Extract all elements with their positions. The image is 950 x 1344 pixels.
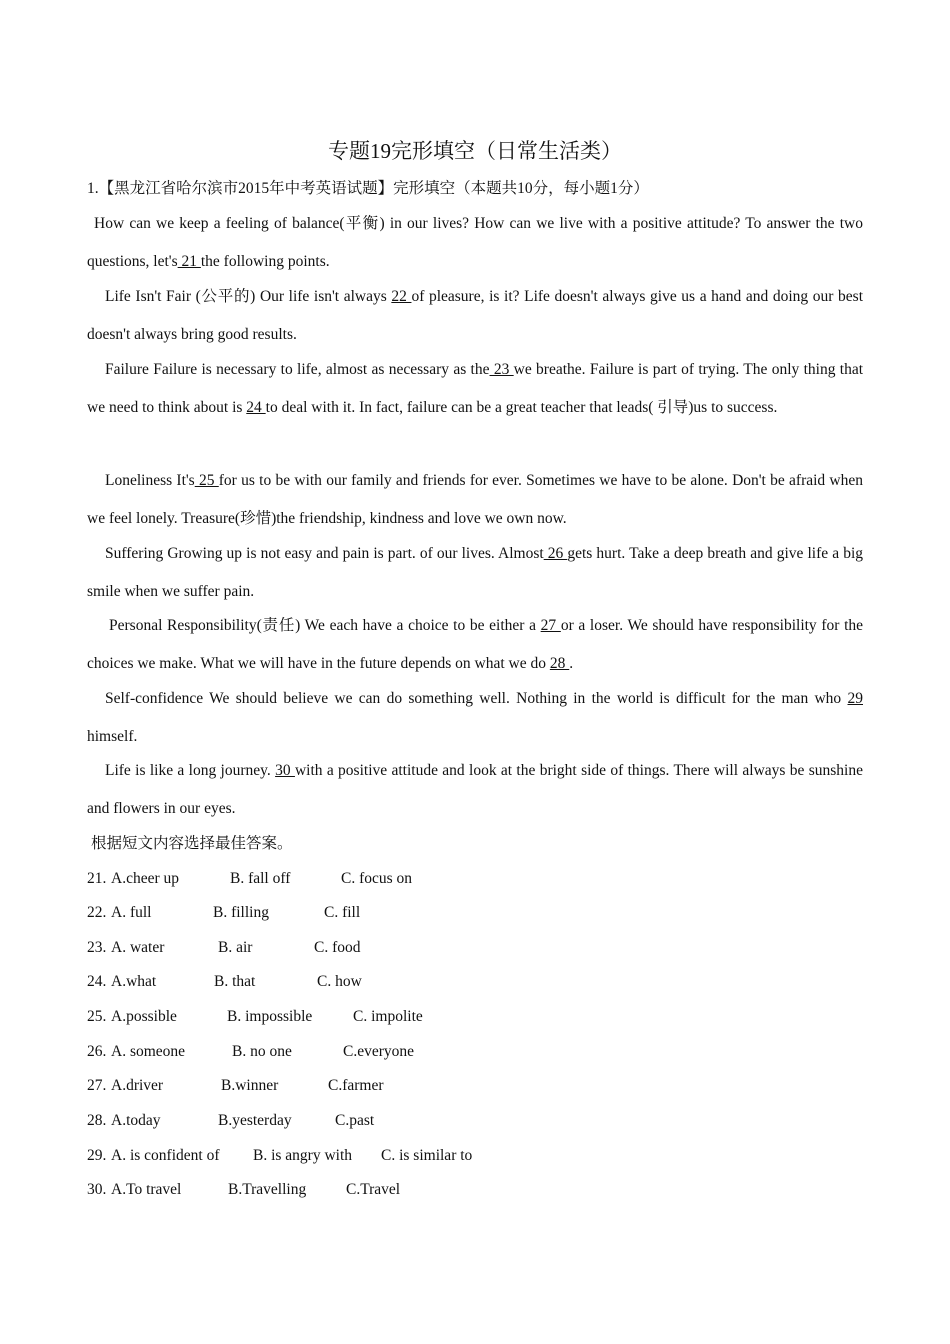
option-b: B. no one bbox=[232, 1043, 292, 1060]
question-22: 22. A. full B. filling C. fill bbox=[87, 902, 687, 924]
option-a: A.today bbox=[111, 1112, 161, 1129]
blank-22: 22 bbox=[391, 288, 412, 305]
question-27: 27. A.driver B.winner C.farmer bbox=[87, 1075, 687, 1097]
option-c: C. is similar to bbox=[381, 1147, 473, 1164]
option-a: A. someone bbox=[111, 1043, 186, 1060]
blank-24: 24 bbox=[246, 399, 266, 416]
option-c: C. focus on bbox=[341, 870, 413, 887]
paragraph-intro: How can we keep a feeling of balance(平衡) in our lives? How can we live with a positive attitude? To answer the two questions, let's 21 the following points. bbox=[87, 215, 863, 270]
question-26: 26. A. someone B. no one C.everyone bbox=[87, 1041, 687, 1063]
question-24: 24. A.what B. that C. how bbox=[87, 971, 687, 993]
option-b: B. fall off bbox=[230, 870, 291, 887]
question-25: 25. A.possible B. impossible C. impolite bbox=[87, 1006, 687, 1028]
instruction-text: 根据短文内容选择最佳答案。 bbox=[91, 835, 293, 852]
option-c: C.farmer bbox=[328, 1077, 384, 1094]
option-a: A. is confident of bbox=[111, 1147, 220, 1164]
option-a: A.cheer up bbox=[111, 870, 179, 887]
blank-29: 29 bbox=[847, 690, 863, 707]
paragraph-loneliness: Loneliness It's 25 for us to be with our family and friends for ever. Sometimes we have to be alone. Don't be afraid when we feel lonely. Treasure(珍惜)the friendship, kindness and love we own now. bbox=[87, 472, 864, 527]
blank-27: 27 bbox=[540, 617, 561, 634]
option-b: B. filling bbox=[213, 904, 269, 921]
option-c: C.everyone bbox=[343, 1043, 415, 1060]
option-a: A.To travel bbox=[111, 1181, 182, 1198]
blank-26: 26 bbox=[543, 545, 568, 562]
option-a: A. water bbox=[111, 939, 165, 956]
option-c: C. fill bbox=[324, 904, 361, 921]
option-a: A. full bbox=[111, 904, 152, 921]
paragraph-failure: Failure Failure is necessary to life, almost as necessary as the 23 we breathe. Failure is part of trying. The only thing that we need to think about is 24 to deal with it. In fact, failure can be a great teacher that leads( 引导)us to success. bbox=[87, 361, 864, 416]
question-29: 29. A. is confident of B. is angry with C. is similar to bbox=[87, 1145, 687, 1167]
question-21: 21. A.cheer up B. fall off C. focus on bbox=[87, 868, 687, 890]
blank-23: 23 bbox=[489, 361, 514, 378]
question-23: 23. A. water B. air C. food bbox=[87, 937, 687, 959]
option-c: C. how bbox=[317, 973, 362, 990]
option-b: B. that bbox=[214, 973, 256, 990]
option-c: C. impolite bbox=[353, 1008, 423, 1025]
blank-28: 28 bbox=[549, 655, 570, 672]
paragraph-responsibility: Personal Responsibility(责任) We each have a choice to be either a 27 or a loser. We should have responsibility for the choices we make. What we will have in the future depends on what we do 28 . bbox=[87, 617, 864, 672]
question-30: 30. A.To travel B.Travelling C.Travel bbox=[87, 1179, 687, 1201]
option-b: B. air bbox=[218, 939, 253, 956]
option-a: A.what bbox=[111, 973, 157, 990]
paragraph-life-isnt-fair: Life Isn't Fair (公平的) Our life isn't always 22 of pleasure, is it? Life doesn't always give us a hand and doing our best doesn't always bring good results. bbox=[87, 288, 864, 343]
blank-21: 21 bbox=[177, 253, 201, 270]
paragraph-suffering: Suffering Growing up is not easy and pain is part. of our lives. Almost 26 gets hurt. Take a deep breath and give life a big smile when we suffer pain. bbox=[87, 545, 863, 600]
question-28: 28. A.today B.yesterday C.past bbox=[87, 1110, 687, 1132]
blank-25: 25 bbox=[194, 472, 219, 489]
page-title: 专题19完形填空（日常生活类） bbox=[328, 139, 622, 163]
option-b: B. is angry with bbox=[253, 1147, 353, 1164]
option-c: C. food bbox=[314, 939, 361, 956]
option-c: C.Travel bbox=[346, 1181, 401, 1198]
option-b: B. impossible bbox=[227, 1008, 313, 1025]
option-a: A.possible bbox=[111, 1008, 177, 1025]
option-c: C.past bbox=[335, 1112, 375, 1129]
section-heading: 1.【黑龙江省哈尔滨市2015年中考英语试题】完形填空（本题共10分，每小题1分） bbox=[87, 180, 649, 197]
paragraph-life-journey: Life is like a long journey. 30 with a positive attitude and look at the bright side of things. There will always be sunshine and flowers in our eyes. bbox=[87, 762, 863, 817]
paragraph-self-confidence: Self-confidence We should believe we can do something well. Nothing in the world is difficult for the man who 29 himself. bbox=[87, 690, 863, 745]
option-b: B.Travelling bbox=[228, 1181, 307, 1198]
option-b: B.winner bbox=[221, 1077, 279, 1094]
option-a: A.driver bbox=[111, 1077, 164, 1094]
option-b: B.yesterday bbox=[218, 1112, 292, 1129]
blank-30: 30 bbox=[275, 762, 295, 779]
